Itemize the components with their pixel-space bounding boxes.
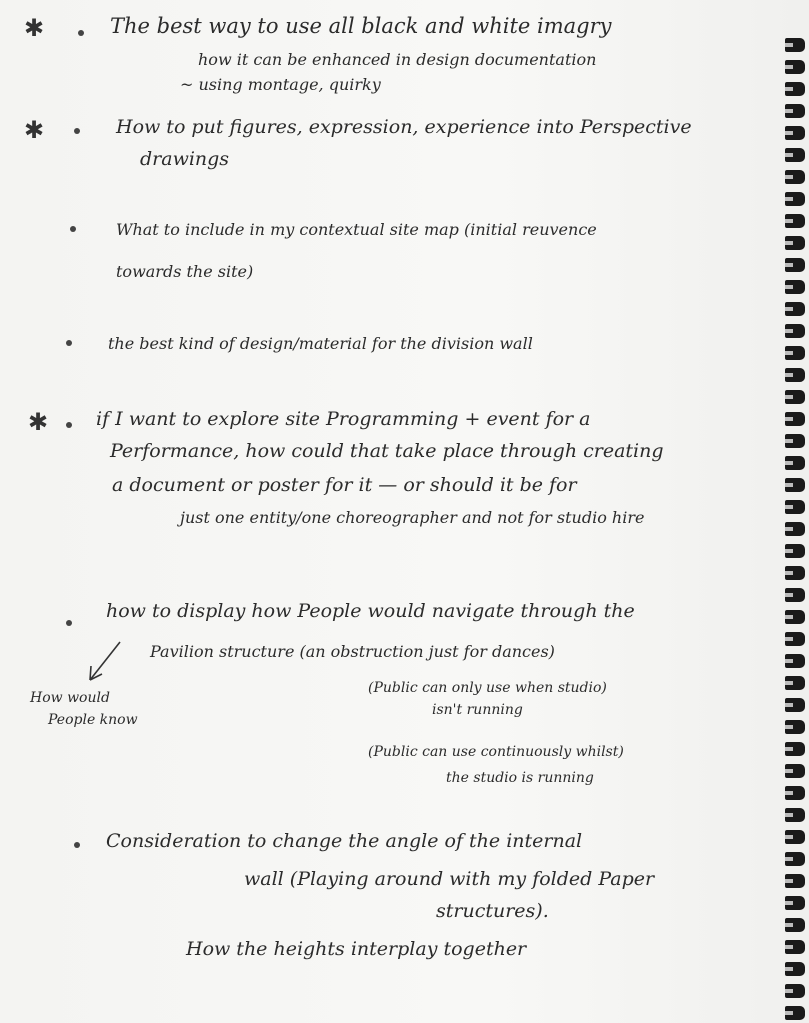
note-6-line-2: Pavilion structure (an obstruction just for dances)	[150, 642, 555, 661]
binding-coil	[785, 478, 805, 492]
binding-coil	[785, 280, 805, 294]
binding-coil	[785, 896, 805, 910]
binding-coil	[785, 324, 805, 338]
note-7-line-3: structures).	[436, 900, 549, 922]
binding-coil	[785, 698, 805, 712]
note-6-line-4: isn't running	[432, 702, 523, 718]
binding-coil	[785, 368, 805, 382]
side-note-line-2: People know	[48, 712, 138, 728]
note-6-line-6: the studio is running	[446, 770, 594, 786]
binding-coil	[785, 962, 805, 976]
note-7-line-2: wall (Playing around with my folded Paper	[244, 868, 655, 890]
binding-coil	[785, 170, 805, 184]
binding-coil	[785, 940, 805, 954]
binding-coil	[785, 500, 805, 514]
star-mark: ✱	[24, 116, 45, 144]
star-mark: ✱	[28, 408, 49, 436]
binding-coil	[785, 918, 805, 932]
note-7-line-4: How the heights interplay together	[186, 938, 527, 960]
binding-coil	[785, 676, 805, 690]
note-3-line-2: towards the site)	[116, 262, 254, 281]
binding-coil	[785, 346, 805, 360]
binding-coil	[785, 632, 805, 646]
binding-coil	[785, 302, 805, 316]
binding-coil	[785, 258, 805, 272]
binding-coil	[785, 588, 805, 602]
binding-coil	[785, 148, 805, 162]
bullet-icon	[78, 30, 84, 36]
spiral-binding	[783, 0, 809, 1023]
star-mark: ✱	[24, 14, 45, 42]
note-2-line-1: How to put figures, expression, experience into Perspective	[116, 116, 692, 138]
note-6-line-5: (Public can use continuously whilst)	[368, 744, 624, 760]
bullet-icon	[70, 226, 76, 232]
binding-coil	[785, 104, 805, 118]
note-7-line-1: Consideration to change the angle of the internal	[106, 830, 583, 852]
binding-coil	[785, 82, 805, 96]
binding-coil	[785, 610, 805, 624]
bullet-icon	[74, 128, 80, 134]
note-1-line-2: how it can be enhanced in design documentation	[198, 50, 597, 69]
bullet-icon	[66, 620, 72, 626]
note-3-line-1: What to include in my contextual site map (initial reuvence	[116, 220, 597, 239]
note-6-line-3: (Public can only use when studio)	[368, 680, 607, 696]
binding-coil	[785, 236, 805, 250]
binding-coil	[785, 522, 805, 536]
note-5-line-2: Performance, how could that take place through creating	[110, 440, 664, 462]
binding-coil	[785, 434, 805, 448]
side-note-line-1: How would	[30, 690, 110, 706]
binding-coil	[785, 830, 805, 844]
bullet-icon	[74, 842, 80, 848]
note-6-line-1: how to display how People would navigate through the	[106, 600, 635, 622]
binding-coil	[785, 720, 805, 734]
binding-coil	[785, 214, 805, 228]
binding-coil	[785, 742, 805, 756]
note-5-line-3: a document or poster for it — or should it be for	[112, 474, 577, 496]
note-1-line-1: The best way to use all black and white imagry	[110, 14, 612, 38]
note-2-line-2: drawings	[140, 148, 230, 170]
binding-coil	[785, 808, 805, 822]
binding-coil	[785, 786, 805, 800]
binding-coil	[785, 60, 805, 74]
arrow-icon	[80, 638, 130, 688]
binding-coil	[785, 566, 805, 580]
binding-coil	[785, 126, 805, 140]
note-4-line-1: the best kind of design/material for the division wall	[108, 334, 533, 353]
binding-coil	[785, 544, 805, 558]
binding-coil	[785, 38, 805, 52]
note-1-line-3: ~ using montage, quirky	[180, 75, 381, 94]
binding-coil	[785, 1006, 805, 1020]
bullet-icon	[66, 422, 72, 428]
binding-coil	[785, 984, 805, 998]
bullet-icon	[66, 340, 72, 346]
binding-coil	[785, 412, 805, 426]
binding-coil	[785, 764, 805, 778]
binding-coil	[785, 654, 805, 668]
binding-coil	[785, 192, 805, 206]
binding-coil	[785, 852, 805, 866]
binding-coil	[785, 390, 805, 404]
binding-coil	[785, 874, 805, 888]
binding-coil	[785, 456, 805, 470]
note-5-line-1: if I want to explore site Programming + event for a	[96, 408, 591, 430]
note-5-line-4: just one entity/one choreographer and not for studio hire	[180, 508, 645, 527]
